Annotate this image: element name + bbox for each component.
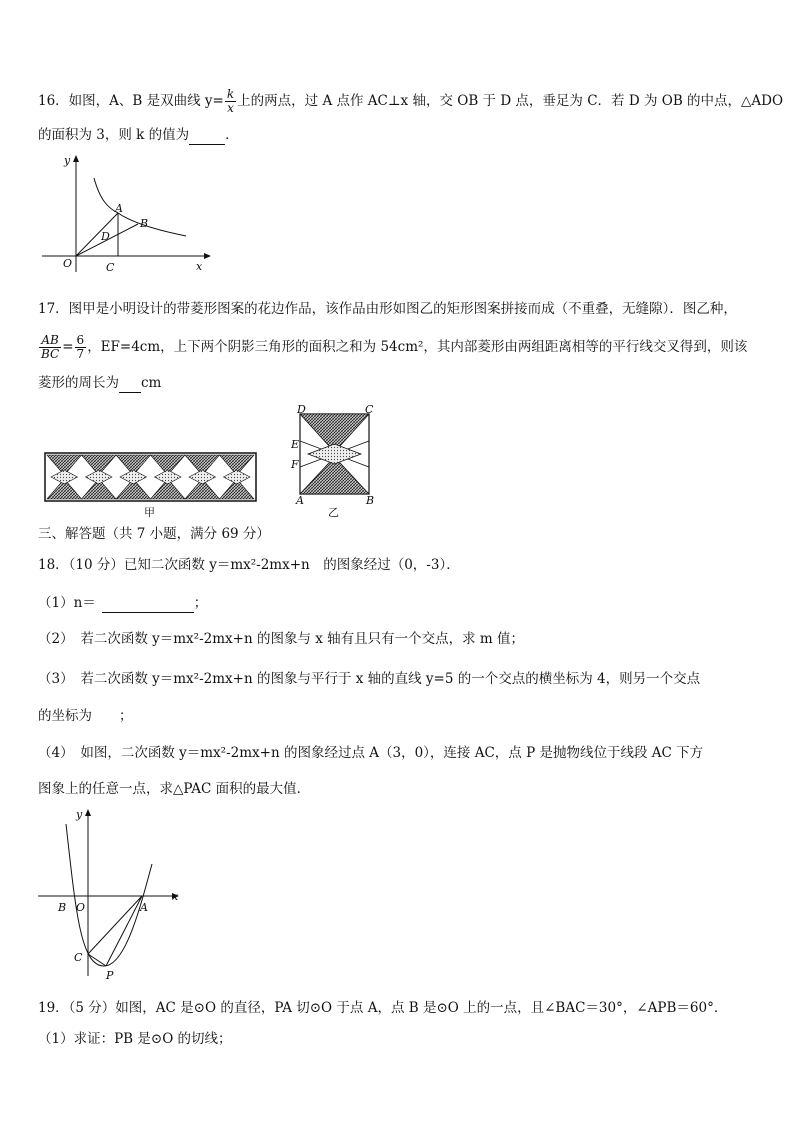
q16-label-O: O [63, 257, 73, 270]
q16-label-B: B [140, 217, 149, 230]
q18-stem: 18．（10 分）已知二次函数 y＝mx²-2mx+n 的图象经过（0，-3）． [38, 557, 460, 573]
q16-x-arrow [204, 253, 211, 259]
q16-answer-blank [189, 126, 225, 145]
jia-caption: 甲 [144, 506, 155, 519]
q17-frac1-num: AB [39, 334, 61, 348]
q16-frac-num: k [226, 87, 235, 101]
q18-label-y: y [76, 808, 83, 821]
q16-line2 [38, 126, 239, 145]
q16-figure [36, 150, 216, 275]
q17-frac2-den: 7 [76, 347, 85, 361]
q16-line2-end: ． [225, 127, 239, 143]
q18-part3: （3） 若二次函数 y＝mx²-2mx+n 的图象与平行于 x 轴的直线 y=5 的一个交点的横坐标为 4，则另一个交点 [38, 671, 701, 687]
q17-line2-rest: ，EF=4cm，上下两个阴影三角形的面积之和为 54cm²，其内部菱形由两组距离相等的平行线交叉得到，则该 [87, 339, 748, 355]
yi-label-E: E [291, 438, 300, 451]
q18-part2: （2） 若二次函数 y＝mx²-2mx+n 的图象与 x 轴有且只有一个交点，求 m 值； [38, 631, 525, 647]
q18-part4-line2: 图象上的任意一点，求△PAC 面积的最大值． [38, 781, 311, 797]
q19-stem: 19．（5 分）如图，AC 是⊙O 的直径，PA 切⊙O 于点 A，点 B 是⊙O 上的一点，且∠BAC＝30°，∠APB＝60°． [38, 1000, 728, 1016]
q17-line3 [38, 374, 161, 393]
q16-label-D: D [101, 230, 110, 243]
yi-label-C: C [365, 404, 374, 416]
q16-label-y: y [64, 154, 71, 167]
q16-suffix: 上的两点，过 A 点作 AC⊥x 轴，交 OB 于 D 点，垂足为 C．若 D 为 OB 的中点，△ADO [237, 93, 784, 109]
yi-label-B: B [366, 494, 375, 507]
q17-line2 [38, 330, 747, 364]
q18-figure [36, 804, 186, 984]
yi-label-A: A [296, 494, 304, 507]
q18-part3-line2: 的坐标为 ； [38, 708, 133, 724]
q18-y-arrow [85, 809, 91, 816]
q16-line-OA [76, 213, 118, 256]
q19-part1: （1）求证：PB 是⊙O 的切线； [38, 1031, 232, 1047]
q17-frac2-num: 6 [76, 333, 85, 347]
q18-label-C: C [74, 951, 83, 964]
q16-label-x: x [196, 260, 203, 273]
q16-fraction [225, 88, 236, 115]
q16-y-arrow [73, 155, 79, 162]
q17-frac1-den: BC [41, 347, 60, 361]
q18-parabola [66, 824, 152, 966]
q17-unit: cm [141, 375, 162, 391]
q17-frac1 [39, 334, 61, 361]
q16-prefix: 16．如图，A、B 是双曲线 y= [38, 93, 224, 109]
yi-caption: 乙 [328, 506, 339, 519]
q18-label-B: B [58, 901, 67, 914]
q17-figure-yi [288, 404, 384, 520]
q18-part1-blank [102, 594, 194, 613]
q18-label-x: x [172, 890, 179, 903]
q16-label-A: A [115, 202, 123, 215]
q18-part1 [38, 594, 207, 613]
section-3-heading: 三、解答题（共 7 小题，满分 69 分） [38, 526, 270, 542]
q16-frac-den: x [227, 101, 234, 115]
q16-label-C: C [106, 261, 115, 274]
q16-line1 [38, 88, 783, 115]
q18-part1-end: ； [193, 595, 208, 611]
q18-line-PA [106, 896, 142, 966]
yi-label-D: D [297, 404, 306, 416]
q18-label-P: P [106, 969, 114, 982]
q17-figure-jia [44, 452, 258, 520]
q17-line1: 17．图甲是小明设计的带菱形图案的花边作品，该作品由形如图乙的矩形图案拼接而成（不重叠，无缝隙）．图乙种， [38, 301, 737, 317]
q18-label-A: A [140, 901, 148, 914]
q17-answer-blank [119, 374, 141, 393]
q17-frac2 [75, 334, 87, 361]
q17-line3-text: 菱形的周长为 [38, 375, 119, 391]
q18-label-O: O [76, 901, 86, 914]
yi-label-F: F [291, 458, 299, 471]
q18-part4: （4） 如图，二次函数 y＝mx²-2mx+n 的图象经过点 A（3，0），连接 AC，点 P 是抛物线位于线段 AC 下方 [38, 745, 704, 761]
q17-eq: = [62, 339, 74, 355]
q16-line2-text: 的面积为 3，则 k 的值为 [38, 127, 190, 143]
q18-part1-text: （1）n＝ [38, 595, 96, 611]
